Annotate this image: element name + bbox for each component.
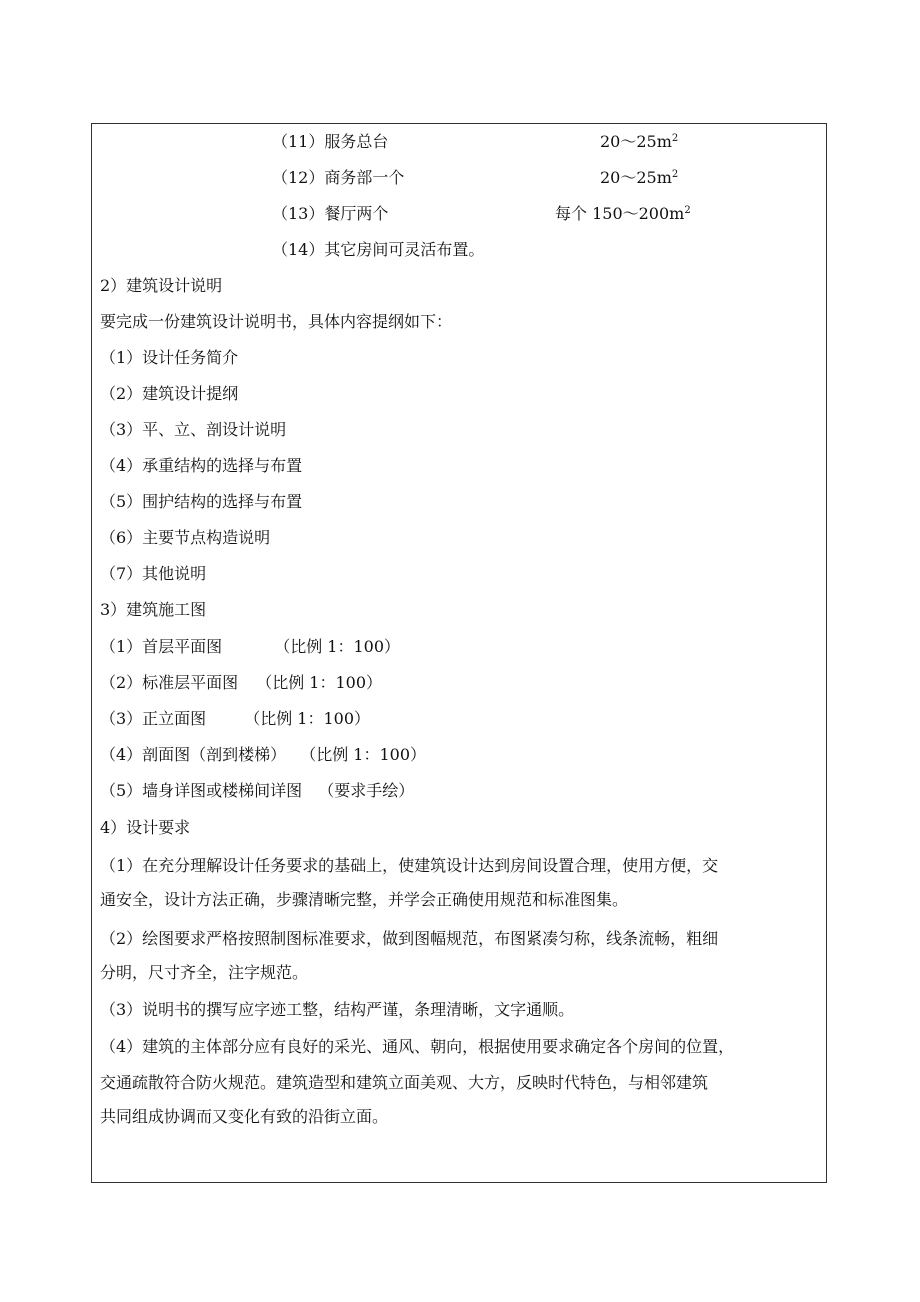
paragraph-line: 交通疏散符合防火规范。建筑造型和建筑立面美观、大方，反映时代特色，与相邻建筑 (100, 1073, 709, 1092)
drawing-item: （2）标准层平面图 （比例 1：100） (100, 673, 382, 692)
drawing-item: （4）剖面图（剖到楼梯） （比例 1：100） (100, 745, 426, 764)
list-item: （4）承重结构的选择与布置 (100, 456, 303, 475)
drawing-item: （3）正立面图 （比例 1：100） (100, 709, 370, 728)
room-area: 每个 $150\sim 200m^2$ (555, 204, 691, 223)
list-item: （2）建筑设计提纲 (100, 384, 239, 403)
paragraph-line: （4）建筑的主体部分应有良好的采光、通风、朝向，根据使用要求确定各个房间的位置， (100, 1037, 735, 1056)
paragraph-line: （1）在充分理解设计任务要求的基础上，使建筑设计达到房间设置合理，使用方便，交 (100, 856, 719, 875)
paragraph-line: 共同组成协调而又变化有致的沿街立面。 (100, 1107, 389, 1126)
paragraph-line: 分明，尺寸齐全，注字规范。 (100, 963, 309, 982)
section-heading: 3）建筑施工图 (100, 600, 207, 619)
section-heading: 2）建筑设计说明 (100, 276, 223, 295)
room-label: （11）服务总台 (272, 132, 389, 151)
list-item: （7）其他说明 (100, 564, 207, 583)
room-label: （14）其它房间可灵活布置。 (272, 240, 485, 259)
list-item: （6）主要节点构造说明 (100, 528, 271, 547)
section-heading: 4）设计要求 (100, 818, 191, 837)
paragraph-line: 通安全，设计方法正确，步骤清晰完整，并学会正确使用规范和标准图集。 (100, 890, 629, 909)
paragraph-line: （2）绘图要求严格按照制图标准要求，做到图幅规范，布图紧凑匀称，线条流畅，粗细 (100, 929, 719, 948)
drawing-item: （1）首层平面图 （比例 1：100） (100, 637, 400, 656)
list-item: （1）设计任务简介 (100, 348, 239, 367)
room-label: （12）商务部一个 (272, 168, 405, 187)
list-item: （3）平、立、剖设计说明 (100, 420, 287, 439)
paragraph-line: （3）说明书的撰写应字迹工整，结构严谨，条理清晰，文字通顺。 (100, 1000, 575, 1019)
section-intro: 要完成一份建筑设计说明书，具体内容提纲如下： (100, 312, 453, 331)
list-item: （5）围护结构的选择与布置 (100, 492, 303, 511)
room-area: $20\sim 25m^2$ (600, 132, 679, 151)
room-area: $20\sim 25m^2$ (600, 168, 679, 187)
drawing-item: （5）墙身详图或楼梯间详图 （要求手绘） (100, 781, 415, 800)
room-label: （13）餐厅两个 (272, 204, 389, 223)
